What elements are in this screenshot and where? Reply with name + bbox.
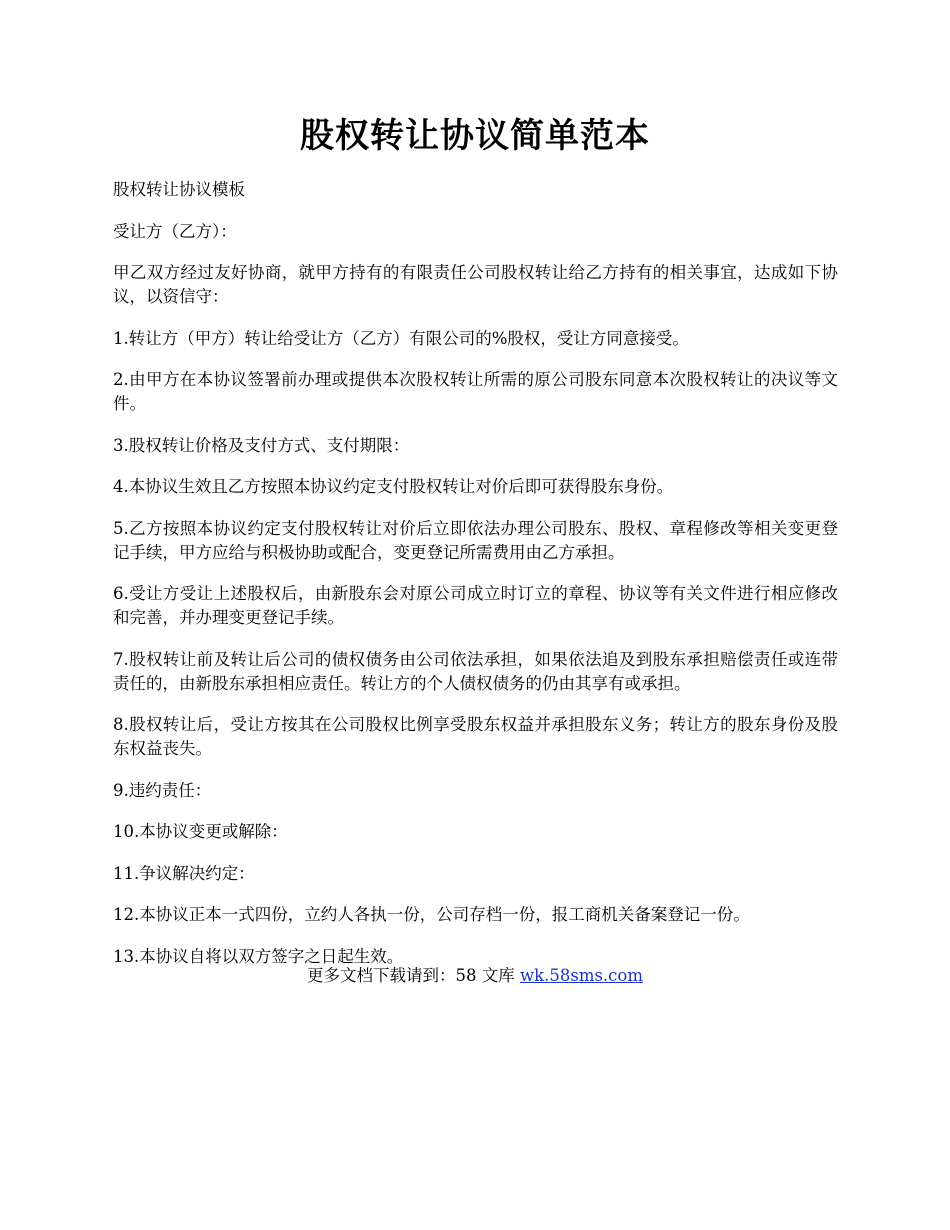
clause-1: 1.转让方（甲方）转让给受让方（乙方）有限公司的%股权，受让方同意接受。 [113,328,689,348]
document-title: 股权转让协议简单范本 [300,116,650,156]
footer-text: 更多文档下载请到：58 文库 [306,966,520,985]
clause-3: 3.股权转让价格及支付方式、支付期限： [113,435,410,455]
clause-2: 2.由甲方在本协议签署前办理或提供本次股权转让所需的原公司股东同意本次股权转让的决议等文件。 [113,370,838,413]
clause-5: 5.乙方按照本协议约定支付股权转让对价后立即依法办理公司股东、股权、章程修改等相关变更登记手续，甲方应给与积极协助或配合，变更登记所需费用由乙方承担。 [113,518,838,562]
paragraph-transferee: 受让方（乙方）： [113,221,237,241]
clause-6: 6.受让方受让上述股权后，由新股东会对原公司成立时订立的章程、协议等有关文件进行相应修改和完善，并办理变更登记手续。 [113,584,838,627]
clause-4: 4.本协议生效且乙方按照本协议约定支付股权转让对价后即可获得股东身份。 [113,477,674,496]
clause-11: 11.争议解决约定： [113,863,255,883]
footer-link[interactable]: wk.58sms.com [519,966,643,985]
clause-7: 7.股权转让前及转让后公司的债权债务由公司依法承担，如果依法追及到股东承担赔偿责任或连带责任的，由新股东承担相应责任。转让方的个人债权债务的仍由其享有或承担。 [113,649,838,693]
clause-9: 9.违约责任： [113,780,212,800]
paragraph-preamble: 甲乙双方经过友好协商，就甲方持有的有限责任公司股权转让给乙方持有的相关事宜，达成如下协议，以资信守： [113,263,838,306]
document-body [113,178,838,986]
clause-13: 13.本协议自将以双方签字之日起生效。 [113,946,404,966]
clause-10: 10.本协议变更或解除： [113,822,288,841]
paragraph-subtitle: 股权转让协议模板 [113,180,245,199]
download-footer [0,964,950,988]
clause-12: 12.本协议正本一式四份，立约人各执一份，公司存档一份，报工商机关备案登记一份。 [113,905,750,924]
clause-8: 8.股权转让后，受让方按其在公司股权比例享受股东权益并承担股东义务；转让方的股东身份及股东权益丧失。 [113,715,838,758]
